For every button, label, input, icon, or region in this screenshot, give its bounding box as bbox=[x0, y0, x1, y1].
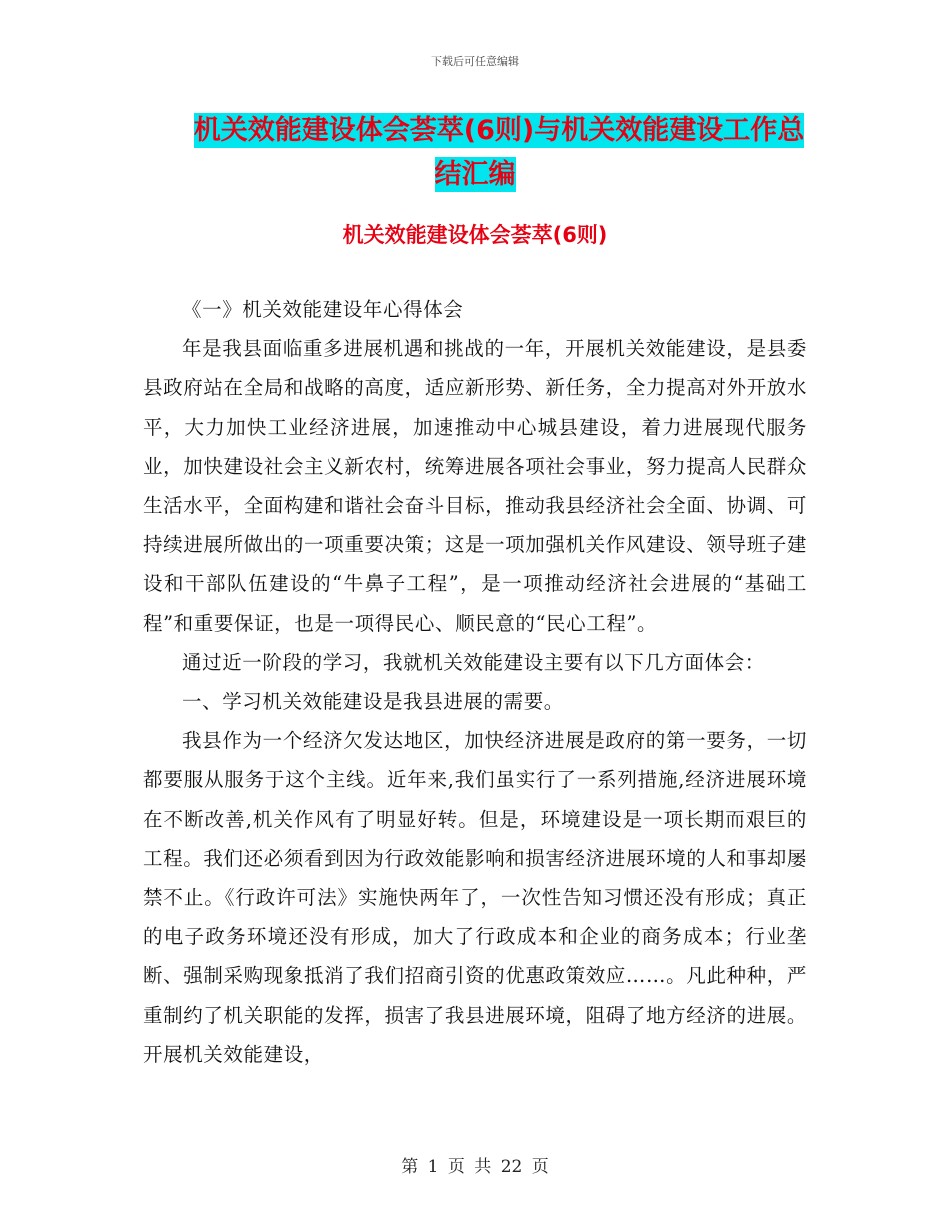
section-title: 机关效能建设体会荟萃(6则) bbox=[342, 223, 608, 247]
subsection-heading: 《一》机关效能建设年心得体会 bbox=[182, 298, 464, 321]
paragraph: 年是我县面临重多进展机遇和挑战的一年，开展机关效能建设，是县委县政府站在全局和战略的高度，适应新形势、新任务，全力提高对外开放水平，大力加快工业经济进展，加速推动中心城县建设，着力进展现代服务业，加快建设社会主义新农村，统筹进展各项社会事业，努力提高人民群众生活水平，全面构建和谐社会奋斗目标，推动我县经济社会全面、协调、可持续进展所做出的一项重要决策；这是一项加强机关作风建设、领导班子建设和干部队伍建设的“牛鼻子工程”，是一项推动经济社会进展的“基础工程”和重要保证，也是一项得民心、顺民意的“民心工程”。 bbox=[143, 337, 807, 635]
title-highlight: 结汇编 bbox=[434, 159, 516, 190]
document-title-line-2 bbox=[0, 152, 950, 198]
header-note: 下载后可任意编辑 bbox=[431, 55, 519, 68]
document-title-line-1 bbox=[0, 108, 950, 154]
paragraph-heading: 一、学习机关效能建设是我县进展的需要。 bbox=[182, 690, 564, 714]
document-body bbox=[143, 290, 807, 1074]
paragraph: 通过近一阶段的学习，我就机关效能建设主要有以下几方面体会： bbox=[182, 650, 765, 674]
title-highlight: 机关效能建设体会荟萃(6则)与机关效能建设工作总 bbox=[193, 115, 805, 146]
paragraph: 我县作为一个经济欠发达地区，加快经济进展是政府的第一要务，一切都要服从服务于这个主线。近年来,我们虽实行了一系列措施,经济进展环境在不断改善,机关作风有了明显好转。但是，环境建设是一项长期而艰巨的工程。我们还必须看到因为行政效能影响和损害经济进展环境的人和事却屡禁不止。《行政许可法》实施快两年了，一次性告知习惯还没有形成；真正的电子政务环境还没有形成，加大了行政成本和企业的商务成本；行业垄断、强制采购现象抵消了我们招商引资的优惠政策效应……。凡此种种，严重制约了机关职能的发挥，损害了我县进展环境，阻碍了地方经济的进展。开展机关效能建设， bbox=[143, 729, 807, 1066]
page-number: 第 1 页 共 22 页 bbox=[401, 1157, 549, 1177]
